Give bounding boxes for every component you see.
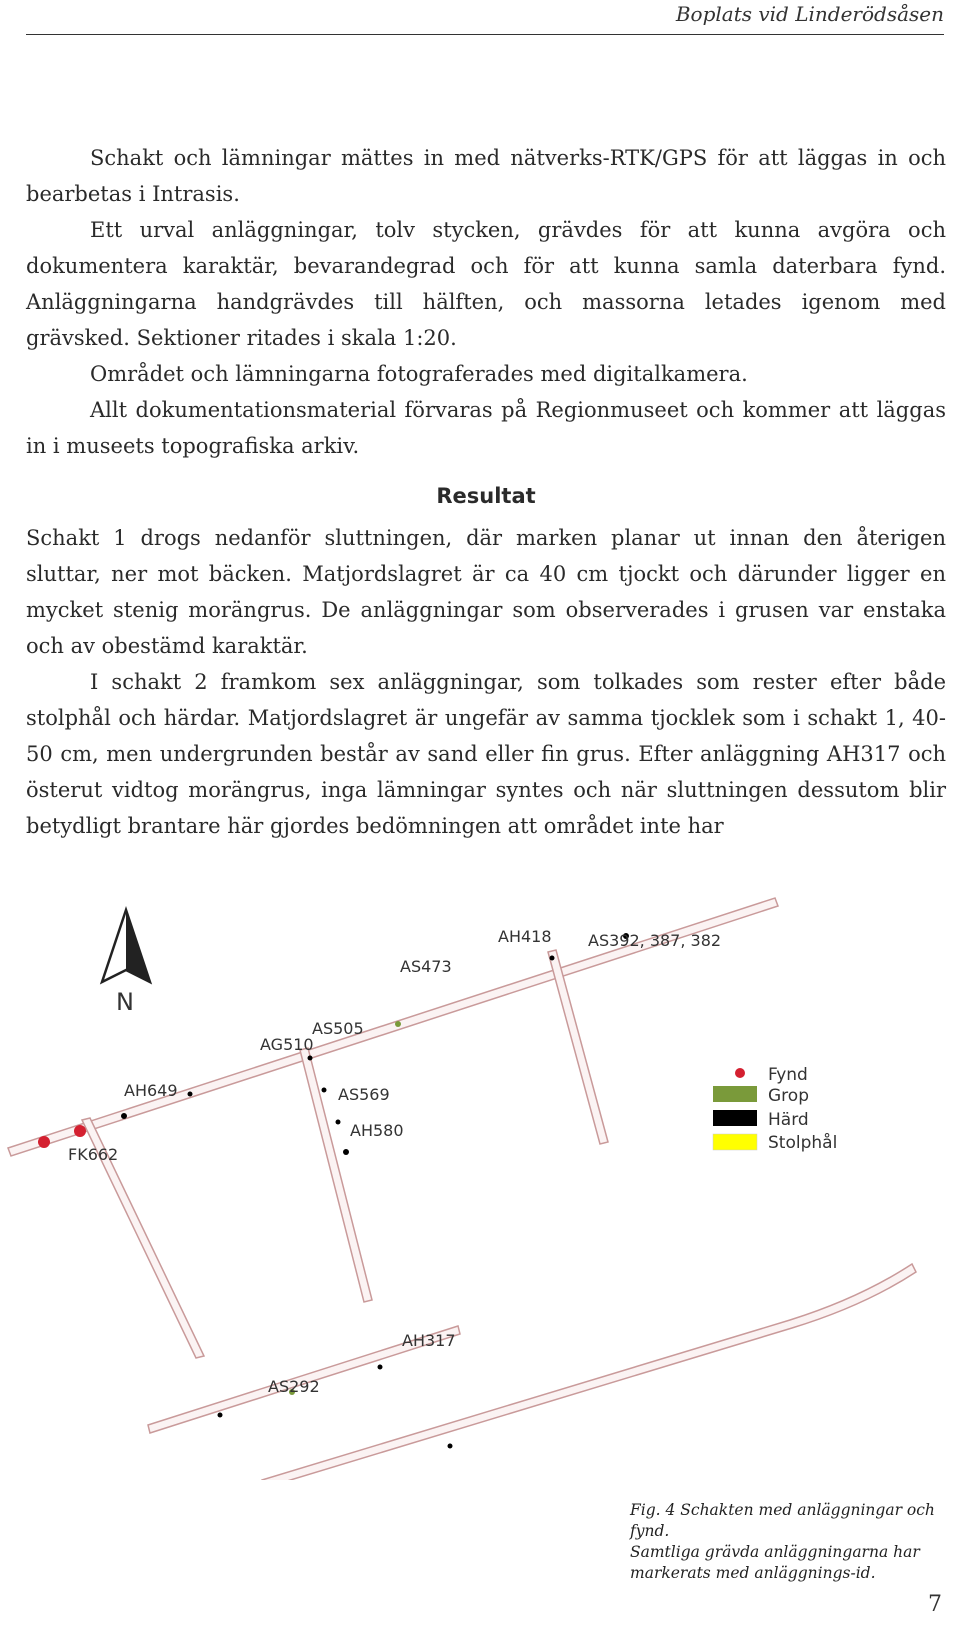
hearth-marker <box>448 1444 453 1449</box>
hearth-marker <box>343 1149 349 1155</box>
page-number: 7 <box>928 1592 942 1617</box>
paragraph: Ett urval anläggningar, tolv stycken, grävdes för att kunna avgöra och dokumentera karaktär, bevarandegrad och för att kunna samla daterbara fynd. Anläggningarna handgrävdes till hälften, och massorna letades igenom med grävsked. Sektioner ritades i skala 1:20. <box>26 218 946 350</box>
running-title: Boplats vid Linderödsåsen <box>675 2 944 26</box>
paragraph: Allt dokumentationsmaterial förvaras på Regionmuseet och kommer att läggas in i museets topografiska arkiv. <box>26 398 946 458</box>
legend-label: Härd <box>768 1110 809 1130</box>
hearth-marker <box>188 1092 193 1097</box>
paragraph: Området och lämningarna fotograferades med digitalkamera. <box>90 362 748 386</box>
hearth-marker <box>218 1413 223 1418</box>
hearth-marker <box>378 1365 383 1370</box>
legend-label: Grop <box>768 1086 809 1106</box>
label-ag510: AG510 <box>260 1035 314 1054</box>
label-ah418: AH418 <box>498 927 552 946</box>
caption-line: Samtliga grävda anläggningarna har markerats med anläggnings-id. <box>630 1543 920 1582</box>
label-as473: AS473 <box>400 957 452 976</box>
trench-south-2 <box>262 1264 916 1480</box>
hearth-marker <box>336 1120 341 1125</box>
paragraph: Schakt 1 drogs nedanför sluttningen, där marken planar ut innan den återigen sluttar, ner mot bäcken. Matjordslagret är ca 40 cm tjockt och därunder ligger en mycket stenig morängrus. De anläggningar som observerades i grusen var enstaka och av obestämd karaktär. <box>26 526 946 658</box>
label-ah580: AH580 <box>350 1121 404 1140</box>
label-as292: AS292 <box>268 1377 320 1396</box>
find-marker <box>38 1136 50 1148</box>
section-heading: Resultat <box>436 484 536 508</box>
north-arrow-icon <box>102 910 150 982</box>
caption-line: Fig. 4 Schakten med anläggningar och fynd. <box>630 1501 935 1540</box>
label-ah649: AH649 <box>124 1081 178 1100</box>
page-header <box>26 0 944 35</box>
intro-text <box>26 140 946 844</box>
paragraph: Schakt och lämningar mättes in med nätverks-RTK/GPS för att läggas in och bearbetas i Intrasis. <box>26 146 946 206</box>
north-label: N <box>116 988 134 1016</box>
hearth-marker <box>322 1088 327 1093</box>
paragraph: I schakt 2 framkom sex anläggningar, som tolkades som rester efter både stolphål och härdar. Matjordslagret är ungefär av samma tjocklek som i schakt 1, 40-50 cm, men undergrunden består av sand eller fin grus. Efter anläggning AH317 och österut vidtog morängrus, inga lämningar syntes och när sluttningen dessutom blir betydligt brantare här gjordes bedömningen att området inte har <box>26 670 946 838</box>
find-marker <box>74 1125 86 1137</box>
hearth-marker <box>550 956 555 961</box>
label-as392: AS392, 387, 382 <box>588 931 722 950</box>
legend-swatch-hearth <box>713 1110 757 1126</box>
trench-map <box>0 880 960 1480</box>
legend-label: Fynd <box>768 1065 808 1085</box>
figure-caption <box>630 1500 960 1584</box>
map-legend <box>713 1065 837 1153</box>
label-as505: AS505 <box>312 1019 364 1038</box>
hearth-marker <box>308 1056 313 1061</box>
legend-label: Stolphål <box>768 1133 838 1153</box>
trench-spur-ah418 <box>548 950 608 1144</box>
label-ah317: AH317 <box>402 1331 456 1350</box>
label-as569: AS569 <box>338 1085 390 1104</box>
legend-swatch-pit <box>713 1086 757 1102</box>
hearth-marker <box>121 1113 127 1119</box>
legend-swatch-posthole <box>713 1134 757 1150</box>
trenches <box>8 898 916 1480</box>
pit-marker <box>395 1021 401 1027</box>
legend-swatch-find <box>735 1068 745 1078</box>
label-fk662: FK662 <box>68 1145 119 1164</box>
